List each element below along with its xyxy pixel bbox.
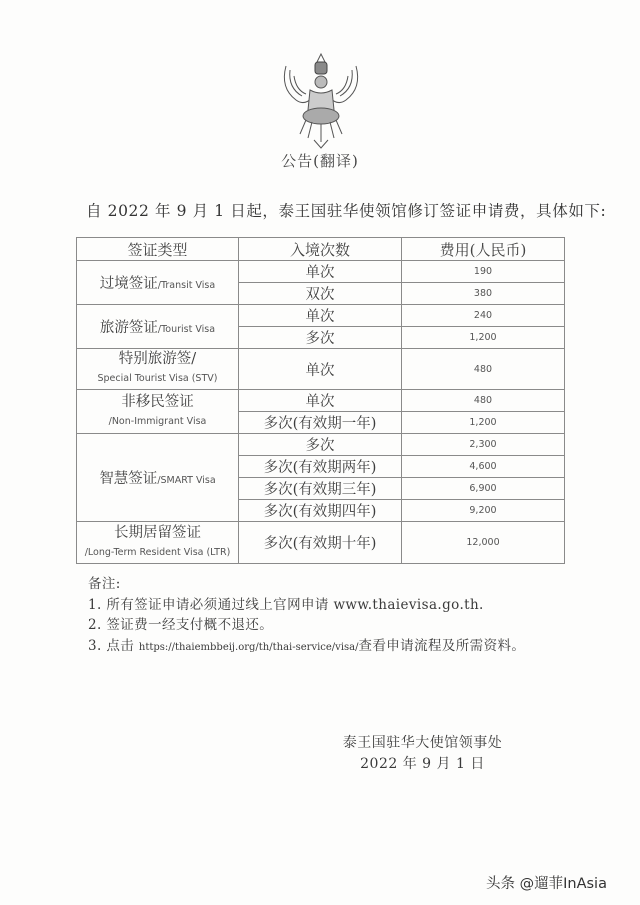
note-text: 2. 签证费一经支付概不退还。	[88, 617, 274, 633]
entry-cell: 单次	[239, 261, 402, 283]
visa-type-cell	[77, 349, 239, 390]
table-row	[77, 522, 565, 564]
notes-heading: 备注:	[88, 576, 121, 592]
visa-type-cn: 过境签证	[99, 276, 158, 292]
note-text: 1. 所有签证申请必须通过线上官网申请	[88, 596, 334, 613]
visa-type-cell	[77, 390, 239, 434]
fee-cell: 480	[402, 349, 565, 390]
signature-block	[340, 733, 505, 775]
fee-cell: 6,900	[402, 478, 565, 500]
visa-type-cn: 非移民签证	[121, 393, 194, 410]
visa-type-cn: 旅游签证	[99, 320, 158, 336]
table-row	[77, 434, 565, 456]
fee-cell: 4,600	[402, 456, 565, 478]
entry-cell: 多次(有效期四年)	[239, 500, 402, 522]
note-item	[88, 615, 525, 636]
visa-type-cell	[77, 434, 239, 522]
fee-cell: 2,300	[402, 434, 565, 456]
fee-cell: 480	[402, 390, 565, 412]
intro-paragraph: 自 2022 年 9 月 1 日起，泰王国驻华使领馆修订签证申请费，具体如下:	[86, 202, 607, 220]
visa-type-cn: 特别旅游签/	[118, 351, 197, 367]
visa-type-cell	[77, 522, 239, 564]
table-row	[77, 390, 565, 412]
visa-type-en: /Transit Visa	[157, 280, 216, 291]
entry-cell: 多次	[239, 327, 402, 349]
notice-title: 公告(翻译)	[281, 152, 359, 170]
table-row	[77, 261, 565, 283]
garuda-emblem-icon	[276, 48, 366, 150]
entry-cell: 单次	[239, 305, 402, 327]
visa-fee-table	[76, 237, 565, 564]
watermark: 头条 @遛菲InAsia	[486, 876, 607, 892]
fee-cell: 190	[402, 261, 565, 283]
note-text: 查看申请流程及所需资料。	[358, 637, 526, 654]
fee-cell: 240	[402, 305, 565, 327]
visa-portal-link[interactable]: www.thaievisa.go.th.	[333, 596, 484, 613]
table-header-row	[77, 238, 565, 261]
visa-type-en: /Non-Immigrant Visa	[108, 415, 207, 427]
entry-cell: 多次(有效期三年)	[239, 478, 402, 500]
header-visa-type: 签证类型	[77, 238, 239, 261]
entry-cell: 多次(有效期一年)	[239, 412, 402, 434]
entry-cell: 多次(有效期两年)	[239, 456, 402, 478]
table-row	[77, 305, 565, 327]
entry-cell: 多次	[239, 434, 402, 456]
fee-cell: 1,200	[402, 412, 565, 434]
visa-type-cell	[77, 261, 239, 305]
entry-cell: 双次	[239, 283, 402, 305]
fee-cell: 9,200	[402, 500, 565, 522]
entry-cell: 单次	[239, 390, 402, 412]
note-text: 3. 点击	[88, 637, 139, 654]
embassy-visa-link[interactable]: https://thaiembbeij.org/th/thai-service/visa/	[138, 641, 359, 653]
visa-type-cell	[77, 305, 239, 349]
note-item	[88, 595, 525, 616]
table-row	[77, 349, 565, 390]
fee-cell: 1,200	[402, 327, 565, 349]
note-item	[88, 636, 525, 659]
notes-section	[88, 574, 525, 658]
entry-cell: 单次	[239, 349, 402, 390]
visa-type-cn: 长期居留签证	[114, 524, 201, 541]
visa-type-en: /SMART Visa	[157, 475, 216, 486]
issuer: 泰王国驻华大使馆领事处	[342, 735, 503, 751]
header-entries: 入境次数	[239, 238, 402, 261]
issue-date: 2022 年 9 月 1 日	[360, 756, 485, 772]
visa-type-cn: 智慧签证	[99, 471, 158, 487]
fee-cell: 380	[402, 283, 565, 305]
visa-type-en: /Long-Term Resident Visa (LTR)	[84, 546, 231, 558]
header-fee: 费用(人民币)	[402, 238, 565, 261]
visa-type-en: /Tourist Visa	[157, 324, 216, 335]
visa-type-en: Special Tourist Visa (STV)	[97, 373, 218, 384]
fee-cell: 12,000	[402, 522, 565, 564]
entry-cell: 多次(有效期十年)	[239, 522, 402, 564]
